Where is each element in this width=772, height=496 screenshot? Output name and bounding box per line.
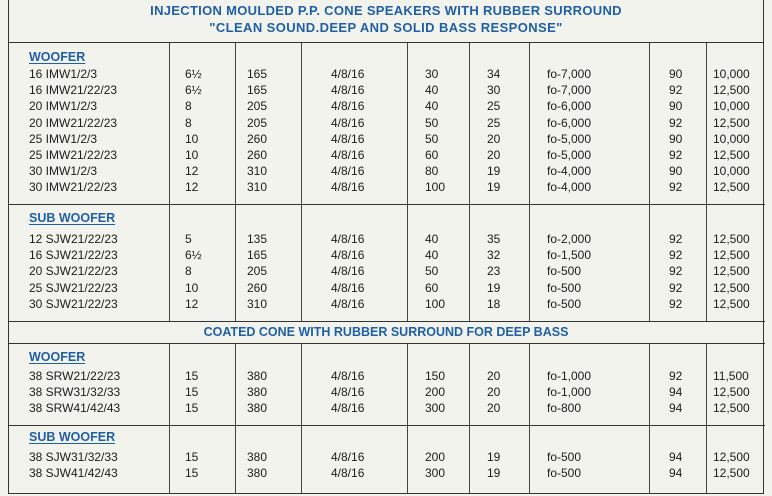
table-row [9,466,763,481]
freq-response-cell: fo-1,000 [547,385,592,400]
table-row [9,164,763,179]
model-cell: 25 SJW21/22/23 [29,280,118,295]
freq-response-cell: fo-4,000 [547,180,592,195]
freq-response-cell: fo-500 [547,450,582,464]
freq-response-cell: fo-7,000 [547,83,592,98]
freq-response-cell: fo-800 [547,401,582,416]
size-inch-cell: 6½ [185,83,202,98]
spl-cell: 92 [669,248,683,263]
spl-cell: 94 [669,450,683,464]
model-cell: 20 IMW1/2/3 [29,99,98,114]
max-power-cell: 25 [487,99,501,114]
freq-response-cell: fo-7,000 [547,67,592,81]
impedance-cell: 4/8/16 [331,99,365,114]
table-row [9,116,763,131]
model-cell: 20 IMW21/22/23 [29,115,118,130]
size-mm-cell: 165 [247,67,268,81]
max-power-cell: 20 [487,369,501,383]
freq-response-cell: fo-5,000 [547,131,592,146]
size-mm-cell: 310 [247,296,268,311]
flux-cell: 12,500 [713,148,750,162]
size-inch-cell: 10 [185,148,199,162]
rms-power-cell: 80 [425,164,439,179]
max-power-cell: 18 [487,296,501,311]
model-cell: 38 SRW31/32/33 [29,385,121,400]
section-coated-subwoofer-label: SUB WOOFER [29,430,116,444]
freq-response-cell: fo-500 [547,296,582,311]
impedance-cell: 4/8/16 [331,232,365,246]
rms-power-cell: 60 [425,280,439,295]
row-divider [9,343,765,344]
size-mm-cell: 380 [247,450,268,464]
size-mm-cell: 205 [247,99,268,114]
spl-cell: 92 [669,296,683,311]
flux-cell: 10,000 [713,67,750,81]
table-row [9,67,763,82]
model-cell: 30 IMW1/2/3 [29,164,98,179]
model-cell: 25 IMW21/22/23 [29,148,118,162]
flux-cell: 12,500 [713,450,750,464]
rms-power-cell: 50 [425,115,439,130]
impedance-cell: 4/8/16 [331,148,365,162]
max-power-cell: 34 [487,67,501,81]
max-power-cell: 30 [487,83,501,98]
rms-power-cell: 30 [425,67,439,81]
size-mm-cell: 165 [247,248,268,263]
size-inch-cell: 12 [185,164,199,179]
freq-response-cell: fo-5,000 [547,148,592,162]
max-power-cell: 19 [487,280,501,295]
spl-cell: 94 [669,385,683,400]
model-cell: 16 IMW21/22/23 [29,83,118,98]
size-inch-cell: 10 [185,131,199,146]
impedance-cell: 4/8/16 [331,180,365,195]
size-mm-cell: 135 [247,232,268,246]
flux-cell: 12,500 [713,385,750,400]
freq-response-cell: fo-500 [547,466,582,481]
spl-cell: 92 [669,115,683,130]
impedance-cell: 4/8/16 [331,369,365,383]
flux-cell: 12,500 [713,296,750,311]
spl-cell: 92 [669,280,683,295]
model-cell: 25 IMW1/2/3 [29,131,98,146]
rms-power-cell: 50 [425,131,439,146]
spl-cell: 90 [669,67,683,81]
rms-power-cell: 40 [425,248,439,263]
freq-response-cell: fo-2,000 [547,232,592,246]
coated-cone-banner: COATED CONE WITH RUBBER SURROUND FOR DEEP BASS [203,325,569,339]
size-inch-cell: 6½ [185,67,202,81]
size-inch-cell: 8 [185,99,192,114]
spl-cell: 92 [669,83,683,98]
size-inch-cell: 15 [185,450,199,464]
size-mm-cell: 205 [247,115,268,130]
freq-response-cell: fo-6,000 [547,115,592,130]
rms-power-cell: 200 [425,385,446,400]
impedance-cell: 4/8/16 [331,296,365,311]
model-cell: 38 SJW31/32/33 [29,450,118,464]
table-row [9,180,763,195]
max-power-cell: 23 [487,264,501,279]
max-power-cell: 32 [487,248,501,263]
flux-cell: 11,500 [713,369,749,383]
size-mm-cell: 380 [247,401,268,416]
freq-response-cell: fo-1,000 [547,369,592,383]
impedance-cell: 4/8/16 [331,67,365,81]
rms-power-cell: 300 [425,401,446,416]
model-cell: 16 IMW1/2/3 [29,67,98,81]
table-row [9,148,763,163]
section-subwoofer-label: SUB WOOFER [29,211,116,225]
model-cell: 38 SJW41/42/43 [29,466,118,481]
table-row [9,232,763,247]
impedance-cell: 4/8/16 [331,401,365,416]
flux-cell: 10,000 [713,164,750,179]
flux-cell: 12,500 [713,180,750,195]
freq-response-cell: fo-6,000 [547,99,592,114]
impedance-cell: 4/8/16 [331,248,365,263]
size-inch-cell: 6½ [185,248,202,263]
spec-table [8,0,764,494]
freq-response-cell: fo-4,000 [547,164,592,179]
table-row [9,385,763,400]
flux-cell: 10,000 [713,131,750,146]
size-mm-cell: 310 [247,164,268,179]
table-row [9,248,763,263]
size-inch-cell: 12 [185,296,199,311]
max-power-cell: 25 [487,115,501,130]
model-cell: 38 SRW21/22/23 [29,369,121,383]
freq-response-cell: fo-500 [547,264,582,279]
flux-cell: 12,500 [713,115,750,130]
row-divider [9,204,765,205]
rms-power-cell: 100 [425,296,446,311]
size-mm-cell: 205 [247,264,268,279]
flux-cell: 12,500 [713,83,750,98]
table-row [9,132,763,147]
flux-cell: 12,500 [713,264,750,279]
table-row [9,99,763,114]
max-power-cell: 20 [487,385,501,400]
impedance-cell: 4/8/16 [331,385,365,400]
model-cell: 38 SRW41/42/43 [29,401,121,416]
rms-power-cell: 100 [425,180,446,195]
rms-power-cell: 150 [425,369,446,383]
size-inch-cell: 10 [185,280,199,295]
flux-cell: 12,500 [713,232,750,246]
spl-cell: 90 [669,99,683,114]
section-coated-woofer-label: WOOFER [29,350,86,364]
flux-cell: 12,500 [713,466,750,481]
model-cell: 16 SJW21/22/23 [29,248,118,263]
table-row [9,281,763,296]
table-row [9,264,763,279]
model-cell: 30 IMW21/22/23 [29,180,118,195]
rms-power-cell: 40 [425,99,439,114]
rms-power-cell: 300 [425,466,446,481]
impedance-cell: 4/8/16 [331,131,365,146]
freq-response-cell: fo-1,500 [547,248,592,263]
flux-cell: 12,500 [713,401,750,416]
table-header [9,0,763,43]
rms-power-cell: 60 [425,148,439,162]
size-mm-cell: 165 [247,83,268,98]
impedance-cell: 4/8/16 [331,83,365,98]
impedance-cell: 4/8/16 [331,450,365,464]
impedance-cell: 4/8/16 [331,264,365,279]
spl-cell: 92 [669,232,683,246]
rms-power-cell: 200 [425,450,446,464]
size-mm-cell: 310 [247,180,268,195]
table-row [9,83,763,98]
max-power-cell: 19 [487,180,501,195]
page-subtitle: "CLEAN SOUND.DEEP AND SOLID BASS RESPONSE" [209,20,563,35]
max-power-cell: 20 [487,131,501,146]
page-title: INJECTION MOULDED P.P. CONE SPEAKERS WITH RUBBER SURROUND [150,3,622,18]
section-woofer-label: WOOFER [29,50,86,64]
spl-cell: 90 [669,131,683,146]
model-cell: 30 SJW21/22/23 [29,296,118,311]
spl-cell: 94 [669,401,683,416]
spl-cell: 92 [669,148,683,162]
table-row [9,369,763,384]
size-inch-cell: 12 [185,180,199,195]
impedance-cell: 4/8/16 [331,280,365,295]
spl-cell: 94 [669,466,683,481]
table-row [9,450,763,465]
size-inch-cell: 15 [185,401,199,416]
spl-cell: 92 [669,180,683,195]
size-mm-cell: 380 [247,369,268,383]
impedance-cell: 4/8/16 [331,164,365,179]
size-mm-cell: 260 [247,280,268,295]
spl-cell: 92 [669,264,683,279]
flux-cell: 10,000 [713,99,750,114]
max-power-cell: 35 [487,232,501,246]
max-power-cell: 19 [487,164,501,179]
size-inch-cell: 15 [185,369,199,383]
size-inch-cell: 15 [185,466,199,481]
size-mm-cell: 380 [247,466,268,481]
impedance-cell: 4/8/16 [331,115,365,130]
max-power-cell: 20 [487,148,501,162]
size-inch-cell: 8 [185,264,192,279]
size-mm-cell: 260 [247,148,268,162]
size-mm-cell: 260 [247,131,268,146]
spl-cell: 92 [669,369,683,383]
size-inch-cell: 5 [185,232,192,246]
rms-power-cell: 40 [425,83,439,98]
flux-cell: 12,500 [713,280,750,295]
rms-power-cell: 40 [425,232,439,246]
model-cell: 12 SJW21/22/23 [29,232,118,246]
freq-response-cell: fo-500 [547,280,582,295]
size-inch-cell: 8 [185,115,192,130]
flux-cell: 12,500 [713,248,750,263]
max-power-cell: 20 [487,401,501,416]
spl-cell: 90 [669,164,683,179]
model-cell: 20 SJW21/22/23 [29,264,118,279]
table-row [9,401,763,416]
max-power-cell: 19 [487,450,501,464]
size-mm-cell: 380 [247,385,268,400]
row-divider [9,425,765,426]
max-power-cell: 19 [487,466,501,481]
size-inch-cell: 15 [185,385,199,400]
rms-power-cell: 50 [425,264,439,279]
table-row [9,297,763,312]
impedance-cell: 4/8/16 [331,466,365,481]
